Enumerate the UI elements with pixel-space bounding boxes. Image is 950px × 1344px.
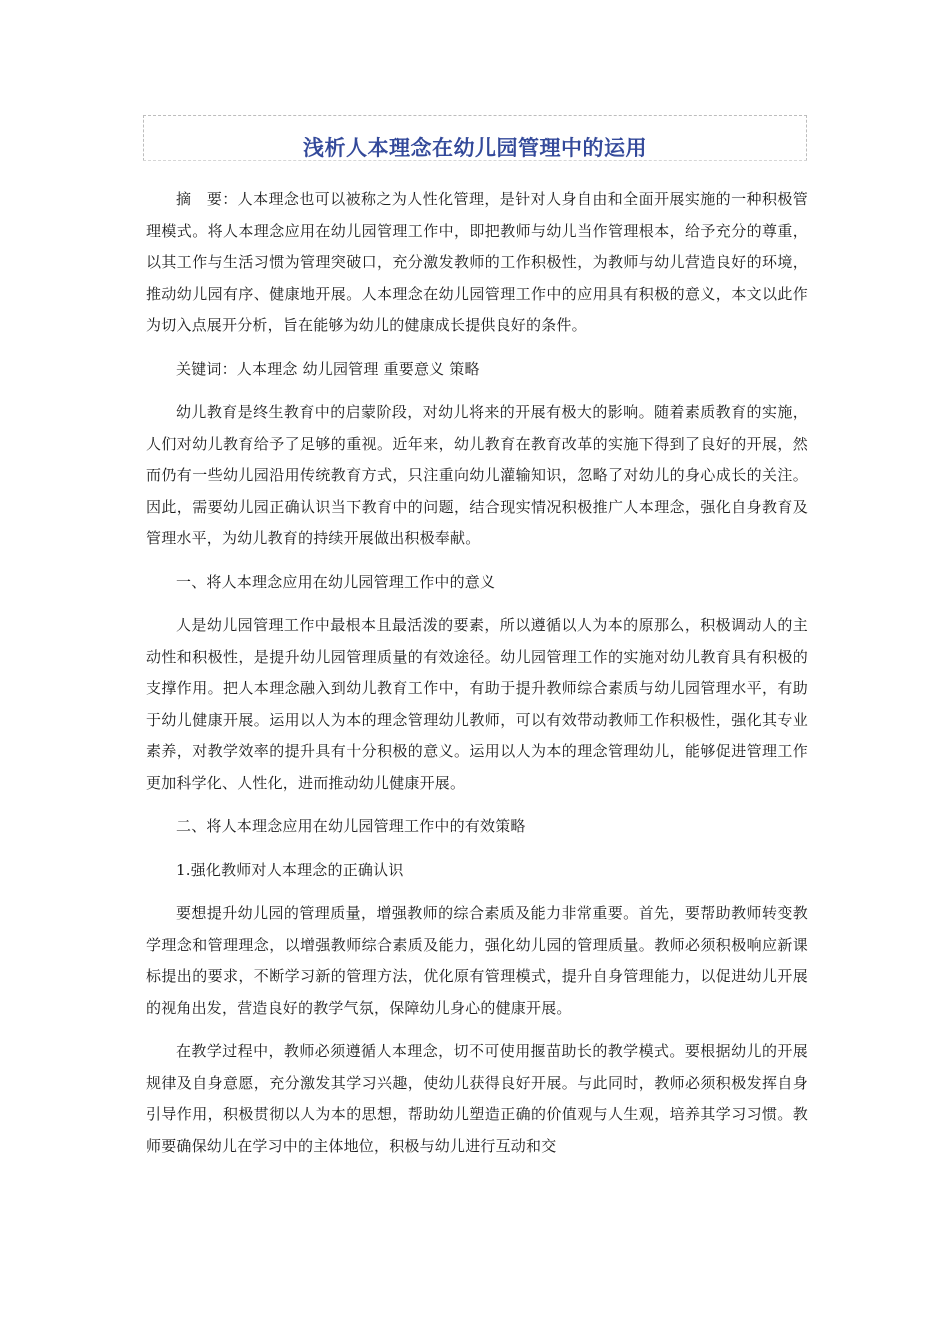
document-body xyxy=(146,184,808,1162)
subsection-1-paragraph-2: 在教学过程中，教师必须遵循人本理念，切不可使用揠苗助长的教学模式。要根据幼儿的开展规律及自身意愿，充分激发其学习兴趣，使幼儿获得良好开展。与此同时，教师必须积极发挥自身引导作用，积极贯彻以人为本的思想，帮助幼儿塑造正确的价值观与人生观，培养其学习习惯。教师要确保幼儿在学习中的主体地位，积极与幼儿进行互动和交 xyxy=(146,1042,808,1155)
intro-paragraph: 幼儿教育是终生教育中的启蒙阶段，对幼儿将来的开展有极大的影响。随着素质教育的实施，人们对幼儿教育给予了足够的重视。近年来，幼儿教育在教育改革的实施下得到了良好的开展，然而仍有一些幼儿园沿用传统教育方式，只注重向幼儿灌输知识，忽略了对幼儿的身心成长的关注。因此，需要幼儿园正确认识当下教育中的问题，结合现实情况积极推广人本理念，强化自身教育及管理水平，为幼儿教育的持续开展做出积极奉献。 xyxy=(146,403,808,547)
section-1-paragraph: 人是幼儿园管理工作中最根本且最活泼的要素，所以遵循以人为本的原那么，积极调动人的主动性和积极性，是提升幼儿园管理质量的有效途径。幼儿园管理工作的实施对幼儿教育具有积极的支撑作用。把人本理念融入到幼儿教育工作中，有助于提升教师综合素质与幼儿园管理水平，有助于幼儿健康开展。运用以人为本的理念管理幼儿教师，可以有效带动教师工作积极性，强化其专业素养，对教学效率的提升具有十分积极的意义。运用以人为本的理念管理幼儿，能够促进管理工作更加科学化、人性化，进而推动幼儿健康开展。 xyxy=(146,616,808,792)
section-heading-2: 二、将人本理念应用在幼儿园管理工作中的有效策略 xyxy=(176,817,526,835)
abstract-paragraph: 摘 要：人本理念也可以被称之为人性化管理，是针对人身自由和全面开展实施的一种积极管理模式。将人本理念应用在幼儿园管理工作中，即把教师与幼儿当作管理根本，给予充分的尊重，以其工作与生活习惯为管理突破口，充分激发教师的工作积极性，为教师与幼儿营造良好的环境，推动幼儿园有序、健康地开展。人本理念在幼儿园管理工作中的应用具有积极的意义，本文以此作为切入点展开分析，旨在能够为幼儿的健康成长提供良好的条件。 xyxy=(146,190,808,334)
subsection-1-paragraph-1: 要想提升幼儿园的管理质量，增强教师的综合素质及能力非常重要。首先，要帮助教师转变教学理念和管理理念，以增强教师综合素质及能力，强化幼儿园的管理质量。教师必须积极响应新课标提出的要求，不断学习新的管理方法，优化原有管理模式，提升自身管理能力，以促进幼儿开展的视角出发，营造良好的教学气氛，保障幼儿身心的健康开展。 xyxy=(146,904,808,1017)
section-heading-1: 一、将人本理念应用在幼儿园管理工作中的意义 xyxy=(176,572,496,591)
subsection-heading-1: 1.强化教师对人本理念的正确认识 xyxy=(176,860,404,879)
document-title: 浅析人本理念在幼儿园管理中的运用 xyxy=(303,136,647,160)
keywords-line: 关键词：人本理念 幼儿园管理 重要意义 策略 xyxy=(176,359,480,378)
